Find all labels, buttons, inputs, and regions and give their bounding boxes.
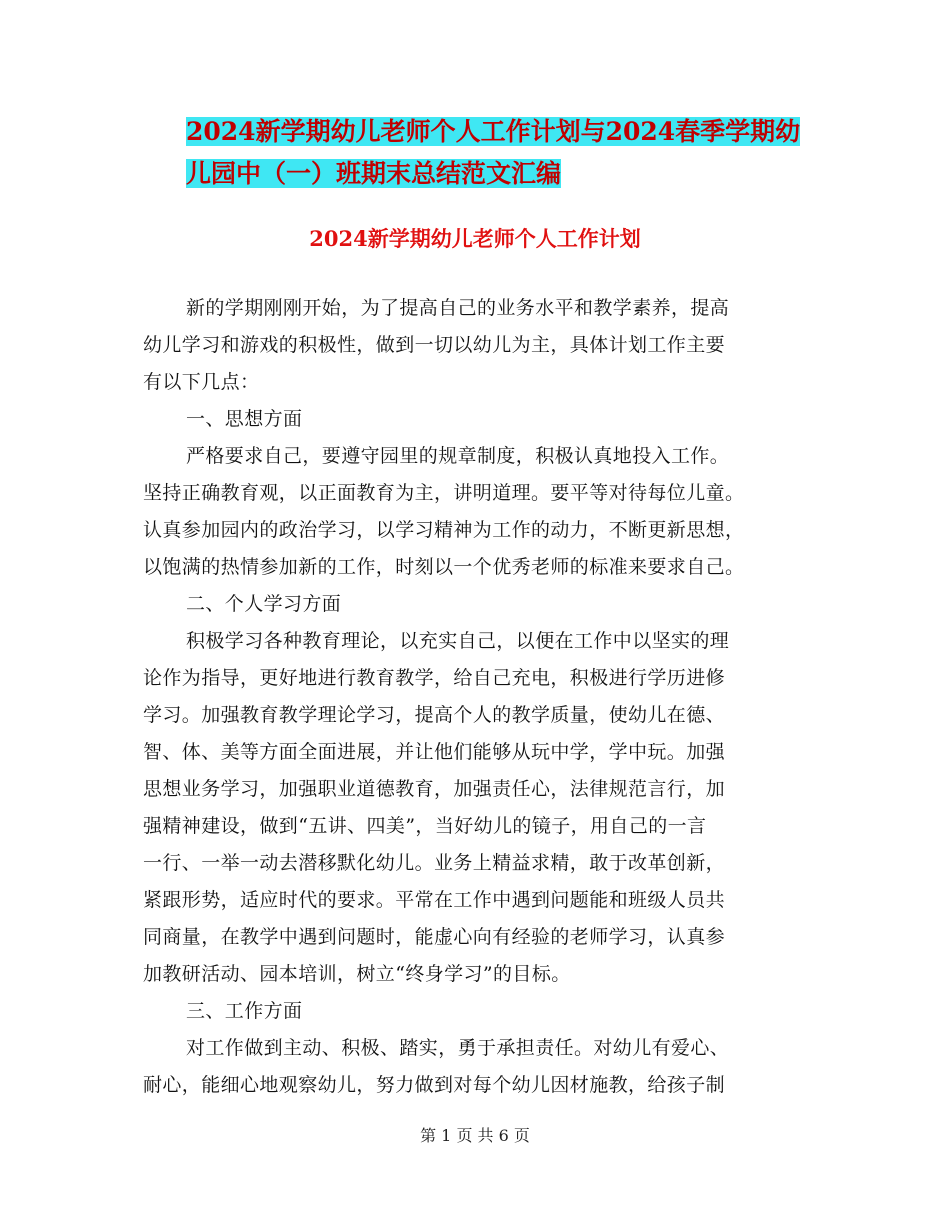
subheading-thought: 一、思想方面 xyxy=(186,408,303,430)
section-heading: 2024新学期幼儿老师个人工作计划 xyxy=(309,226,641,251)
paragraph-line: 加教研活动、园本培训，树立“终身学习”的目标。 xyxy=(143,963,571,985)
paragraph-line: 严格要求自己，要遵守园里的规章制度，积极认真地投入工作。 xyxy=(186,445,730,467)
paragraph-line: 一行、一举一动去潜移默化幼儿。业务上精益求精，敢于改革创新， xyxy=(143,852,726,874)
paragraph-line: 论作为指导，更好地进行教育教学，给自己充电，积极进行学历进修 xyxy=(143,667,726,689)
paragraph-line: 紧跟形势，适应时代的要求。平常在工作中遇到问题能和班级人员共 xyxy=(143,889,726,911)
paragraph-line: 耐心，能细心地观察幼儿，努力做到对每个幼儿因材施教，给孩子制 xyxy=(143,1074,726,1096)
paragraph-line: 坚持正确教育观，以正面教育为主，讲明道理。要平等对待每位儿童。 xyxy=(143,482,745,504)
paragraph-line: 积极学习各种教育理论，以充实自己，以便在工作中以坚实的理 xyxy=(186,630,730,652)
paragraph-line: 认真参加园内的政治学习，以学习精神为工作的动力，不断更新思想， xyxy=(143,519,745,541)
paragraph-line: 学习。加强教育教学理论学习，提高个人的教学质量，使幼儿在德、 xyxy=(143,704,726,726)
paragraph-line: 智、体、美等方面全面进展，并让他们能够从玩中学，学中玩。加强 xyxy=(143,741,726,763)
paragraph-line: 幼儿学习和游戏的积极性，做到一切以幼儿为主，具体计划工作主要 xyxy=(143,334,726,356)
paragraph-line: 有以下几点： xyxy=(143,371,260,393)
document-title-line-1 xyxy=(184,114,812,150)
paragraph-line: 新的学期刚刚开始，为了提高自己的业务水平和教学素养，提高 xyxy=(186,297,730,319)
title-highlight: 儿园中（一）班期末总结范文汇编 xyxy=(186,159,562,188)
body-text xyxy=(143,290,823,1104)
document-title-line-2 xyxy=(184,156,563,192)
paragraph-line: 思想业务学习，加强职业道德教育，加强责任心，法律规范言行，加 xyxy=(143,778,726,800)
paragraph-line: 强精神建设，做到“五讲、四美”，当好幼儿的镜子，用自己的一言 xyxy=(143,815,707,837)
page-footer: 第 1 页 共 6 页 xyxy=(420,1126,530,1145)
title-highlight: 2024新学期幼儿老师个人工作计划与2024春季学期幼 xyxy=(186,117,801,146)
subheading-personal-study: 二、个人学习方面 xyxy=(186,593,342,615)
subheading-work: 三、工作方面 xyxy=(186,1000,303,1022)
paragraph-line: 对工作做到主动、积极、踏实，勇于承担责任。对幼儿有爱心、 xyxy=(186,1037,730,1059)
paragraph-line: 以饱满的热情参加新的工作，时刻以一个优秀老师的标准来要求自己。 xyxy=(143,556,745,578)
paragraph-line: 同商量，在教学中遇到问题时，能虚心向有经验的老师学习，认真参 xyxy=(143,926,726,948)
